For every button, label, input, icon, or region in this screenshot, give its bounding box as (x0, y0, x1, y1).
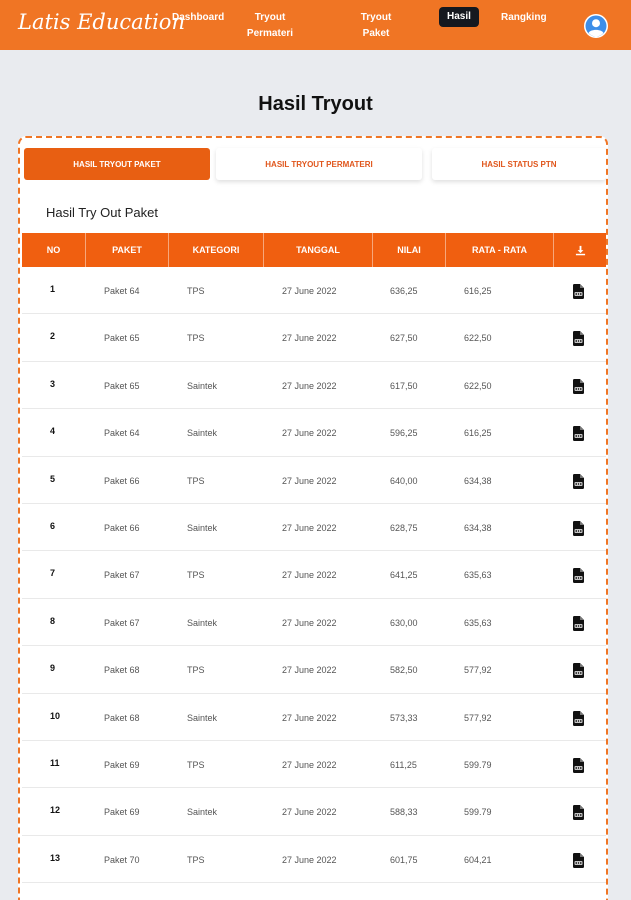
cell-tanggal: 27 June 2022 (282, 333, 337, 344)
section-title: Hasil Try Out Paket (46, 205, 158, 220)
cell-nilai: 627,50 (390, 333, 418, 344)
cell-nilai: 588,33 (390, 807, 418, 818)
cell-tanggal: 27 June 2022 (282, 286, 337, 296)
cell-no: 13 (50, 852, 61, 863)
cell-kategori: TPS (187, 665, 205, 676)
table-row (22, 694, 606, 741)
download-icon[interactable] (575, 245, 586, 256)
cell-paket: Paket 65 (104, 380, 140, 391)
cell-paket: Paket 67 (104, 617, 140, 628)
results-card (18, 136, 608, 900)
table-row (22, 362, 606, 409)
cell-rata-rata: 622,50 (464, 380, 492, 391)
cell-rata-rata: 604,21 (464, 854, 492, 865)
cell-no: 8 (50, 615, 56, 626)
cell-paket: Paket 69 (104, 759, 140, 770)
cell-paket: Paket 66 (104, 522, 140, 533)
table-row (22, 788, 606, 835)
table-body (22, 267, 606, 883)
cell-kategori: TPS (187, 475, 205, 486)
table-row (22, 267, 606, 314)
cell-tanggal: 27 June 2022 (282, 617, 337, 628)
cell-paket: Paket 70 (104, 854, 140, 865)
nav-item-tryout-paket[interactable]: Tryout Paket (360, 12, 392, 39)
pdf-file-icon[interactable] (573, 331, 584, 346)
cell-rata-rata: 634,38 (464, 475, 492, 486)
cell-kategori: Saintek (187, 807, 218, 818)
pdf-file-icon[interactable] (573, 853, 584, 868)
cell-no: 11 (50, 757, 60, 768)
tab-hasil-tryout-permateri[interactable]: HASIL TRYOUT PERMATERI (216, 148, 422, 180)
table-row (22, 504, 606, 551)
pdf-file-icon[interactable] (573, 805, 584, 820)
cell-no: 2 (50, 331, 56, 342)
cell-no: 12 (50, 805, 61, 816)
cell-kategori: Saintek (187, 522, 218, 533)
pdf-file-icon[interactable] (573, 568, 584, 583)
cell-no: 3 (50, 378, 56, 389)
cell-tanggal: 27 June 2022 (282, 854, 337, 865)
cell-no: 4 (50, 426, 56, 437)
cell-kategori: TPS (187, 854, 205, 865)
cell-tanggal: 27 June 2022 (282, 759, 337, 770)
cell-nilai: 630,00 (390, 617, 418, 628)
page-title: Hasil Tryout (258, 93, 373, 115)
pdf-file-icon[interactable] (573, 474, 584, 489)
pdf-file-icon[interactable] (573, 521, 584, 536)
table-row (22, 599, 606, 646)
pdf-file-icon[interactable] (573, 426, 584, 441)
cell-no: 7 (50, 568, 56, 579)
cell-no: 1 (50, 284, 56, 294)
cell-rata-rata: 616,25 (464, 286, 492, 296)
cell-rata-rata: 634,38 (464, 522, 492, 533)
cell-paket: Paket 67 (104, 570, 140, 581)
cell-nilai: 611,25 (390, 759, 417, 770)
th-paket: PAKET (86, 233, 169, 267)
cell-kategori: Saintek (187, 712, 218, 723)
th-rata-rata: RATA - RATA (446, 233, 554, 267)
cell-tanggal: 27 June 2022 (282, 475, 337, 486)
table-header (22, 233, 606, 267)
top-navbar (0, 0, 631, 50)
cell-nilai: 582,50 (390, 665, 418, 676)
cell-no: 10 (50, 710, 61, 721)
table-row (22, 741, 606, 788)
th-no: NO (22, 233, 86, 267)
cell-nilai: 641,25 (390, 570, 418, 581)
cell-rata-rata: 599.79 (464, 807, 492, 818)
table-row (22, 646, 606, 693)
nav-item-dashboard[interactable]: Dashboard (172, 12, 225, 23)
cell-paket: Paket 64 (104, 428, 140, 439)
pdf-file-icon[interactable] (573, 379, 584, 394)
nav-item-rangking[interactable]: Rangking (501, 12, 547, 23)
cell-nilai: 596,25 (390, 428, 418, 439)
cell-nilai: 636,25 (390, 286, 418, 296)
cell-paket: Paket 64 (104, 286, 140, 296)
pdf-file-icon[interactable] (573, 616, 584, 631)
cell-tanggal: 27 June 2022 (282, 522, 337, 533)
logo[interactable]: Latis Education (18, 10, 185, 34)
table-row (22, 409, 606, 456)
cell-rata-rata: 599.79 (464, 759, 492, 770)
cell-nilai: 628,75 (390, 522, 418, 533)
pdf-file-icon[interactable] (573, 758, 584, 773)
th-tanggal: TANGGAL (264, 233, 373, 267)
cell-no: 5 (50, 473, 56, 484)
cell-kategori: Saintek (187, 617, 218, 628)
cell-rata-rata: 622,50 (464, 333, 492, 344)
cell-rata-rata: 577,92 (464, 712, 492, 723)
cell-rata-rata: 616,25 (464, 428, 492, 439)
cell-nilai: 601,75 (390, 854, 418, 865)
table-row (22, 551, 606, 598)
pdf-file-icon[interactable] (573, 284, 584, 299)
cell-rata-rata: 635,63 (464, 570, 492, 581)
cell-kategori: Saintek (187, 428, 218, 439)
cell-nilai: 640,00 (390, 475, 418, 486)
nav-item-hasil[interactable]: Hasil (439, 7, 479, 27)
cell-paket: Paket 69 (104, 807, 140, 818)
user-icon[interactable] (584, 14, 608, 38)
cell-rata-rata: 635,63 (464, 617, 492, 628)
th-kategori: KATEGORI (169, 233, 264, 267)
cell-rata-rata: 577,92 (464, 665, 492, 676)
cell-no: 9 (50, 663, 56, 674)
cell-kategori: TPS (187, 286, 205, 296)
pdf-file-icon[interactable] (573, 711, 584, 726)
cell-tanggal: 27 June 2022 (282, 807, 337, 818)
cell-paket: Paket 66 (104, 475, 140, 486)
tab-hasil-tryout-paket[interactable]: HASIL TRYOUT PAKET (24, 148, 210, 180)
cell-tanggal: 27 June 2022 (282, 665, 337, 676)
cell-paket: Paket 68 (104, 712, 140, 723)
th-download (554, 233, 606, 267)
cell-paket: Paket 68 (104, 665, 140, 676)
cell-nilai: 573,33 (390, 712, 418, 723)
cell-tanggal: 27 June 2022 (282, 380, 337, 391)
th-nilai: NILAI (373, 233, 446, 267)
cell-tanggal: 27 June 2022 (282, 570, 337, 581)
cell-tanggal: 27 June 2022 (282, 712, 337, 723)
cell-kategori: TPS (187, 333, 205, 344)
cell-kategori: Saintek (187, 380, 218, 391)
table-row (22, 836, 606, 883)
cell-kategori: TPS (187, 570, 205, 581)
cell-nilai: 617,50 (390, 380, 418, 391)
table-row (22, 457, 606, 504)
cell-tanggal: 27 June 2022 (282, 428, 337, 439)
table-row (22, 314, 606, 361)
cell-kategori: TPS (187, 759, 205, 770)
nav-item-tryout-permateri[interactable]: Tryout Permateri (246, 12, 294, 39)
cell-paket: Paket 65 (104, 333, 140, 344)
pdf-file-icon[interactable] (573, 663, 584, 678)
tab-hasil-status-ptn[interactable]: HASIL STATUS PTN (432, 148, 606, 180)
cell-no: 6 (50, 520, 56, 531)
